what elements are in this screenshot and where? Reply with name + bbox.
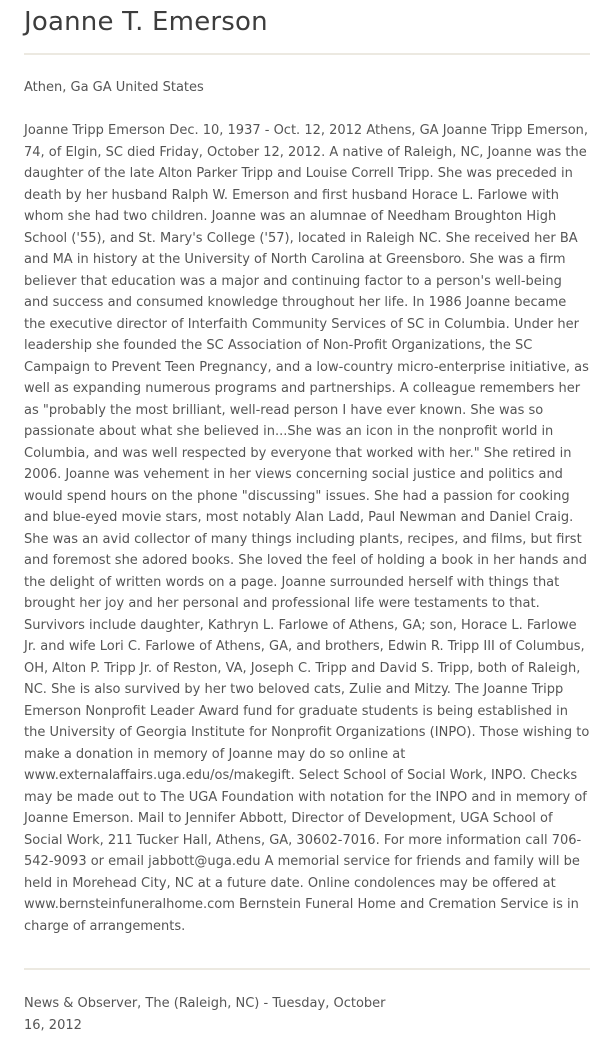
- top-divider: [24, 53, 590, 55]
- source-citation-line1: News & Observer, The (Raleigh, NC) - Tuesday, October: [24, 996, 386, 1011]
- source-citation: [24, 993, 590, 1037]
- bottom-divider: [24, 968, 590, 970]
- page-title: Joanne T. Emerson: [24, 7, 268, 37]
- source-citation-line2: 16, 2012: [24, 1018, 82, 1033]
- location-text: Athen, Ga GA United States: [24, 80, 204, 95]
- obituary-text: Joanne Tripp Emerson Dec. 10, 1937 - Oct. 12, 2012 Athens, GA Joanne Tripp Emerson, 74, of Elgin, SC died Friday, October 12, 2012. A native of Raleigh, NC, Joanne was the daughter of the late Alton Parker Tripp and Louise Correll Tripp. She was preceded in death by her husband Ralph W. Emerson and first husband Horace L. Farlowe with whom she had two children. Joanne was an alumnae of Needham Broughton High School ('55), and St. Mary's College ('57), located in Raleigh NC. She received her BA and MA in history at the University of North Carolina at Greensboro. She was a firm believer that education was a major and continuing factor to a person's well-being and success and consumed knowledge throughout her life. In 1986 Joanne became the executive director of Interfaith Community Services of SC in Columbia. Under her leadership she founded the SC Association of Non-Profit Organizations, the SC Campaign to Prevent Teen Pregnancy, and a low-country micro-enterprise initiative, as well as expanding numerous programs and partnerships. A colleague remembers her as "probably the most brilliant, well-read person I have ever known. She was so passionate about what she believed in...She was an icon in the nonprofit world in Columbia, and was well respected by everyone that worked with her." She retired in 2006. Joanne was vehement in her views concerning social justice and politics and would spend hours on the phone "discussing" issues. She had a passion for cooking and blue-eyed movie stars, most notably Alan Ladd, Paul Newman and Daniel Craig. She was an avid collector of many things including plants, recipes, and films, but first and foremost she adored books. She loved the feel of holding a book in her hands and the delight of written words on a page. Joanne surrounded herself with things that brought her joy and her personal and professional life were testaments to that. Survivors include daughter, Kathryn L. Farlowe of Athens, GA; son, Horace L. Farlowe Jr. and wife Lori C. Farlowe of Athens, GA, and brothers, Edwin R. Tripp III of Columbus, OH, Alton P. Tripp Jr. of Reston, VA, Joseph C. Tripp and David S. Tripp, both of Raleigh, NC. She is also survived by her two beloved cats, Zulie and Mitzy. The Joanne Tripp Emerson Nonprofit Leader Award fund for graduate students is being established in the University of Georgia Institute for Nonprofit Organizations (INPO). Those wishing to make a donation in memory of Joanne may do so online at www.externalaffairs.uga.edu/os/makegift. Select School of Social Work, INPO. Checks may be made out to The UGA Foundation with notation for the INPO and in memory of Joanne Emerson. Mail to Jennifer Abbott, Director of Development, UGA School of Social Work, 211 Tucker Hall, Athens, GA, 30602-7016. For more information call 706-542-9093 or email jabbott@uga.edu A memorial service for friends and family will be held in Morehead City, NC at a future date. Online condolences may be offered at www.bernsteinfuneralhome.com Bernstein Funeral Home and Cremation Service is in charge of arrangements.: [24, 123, 590, 934]
